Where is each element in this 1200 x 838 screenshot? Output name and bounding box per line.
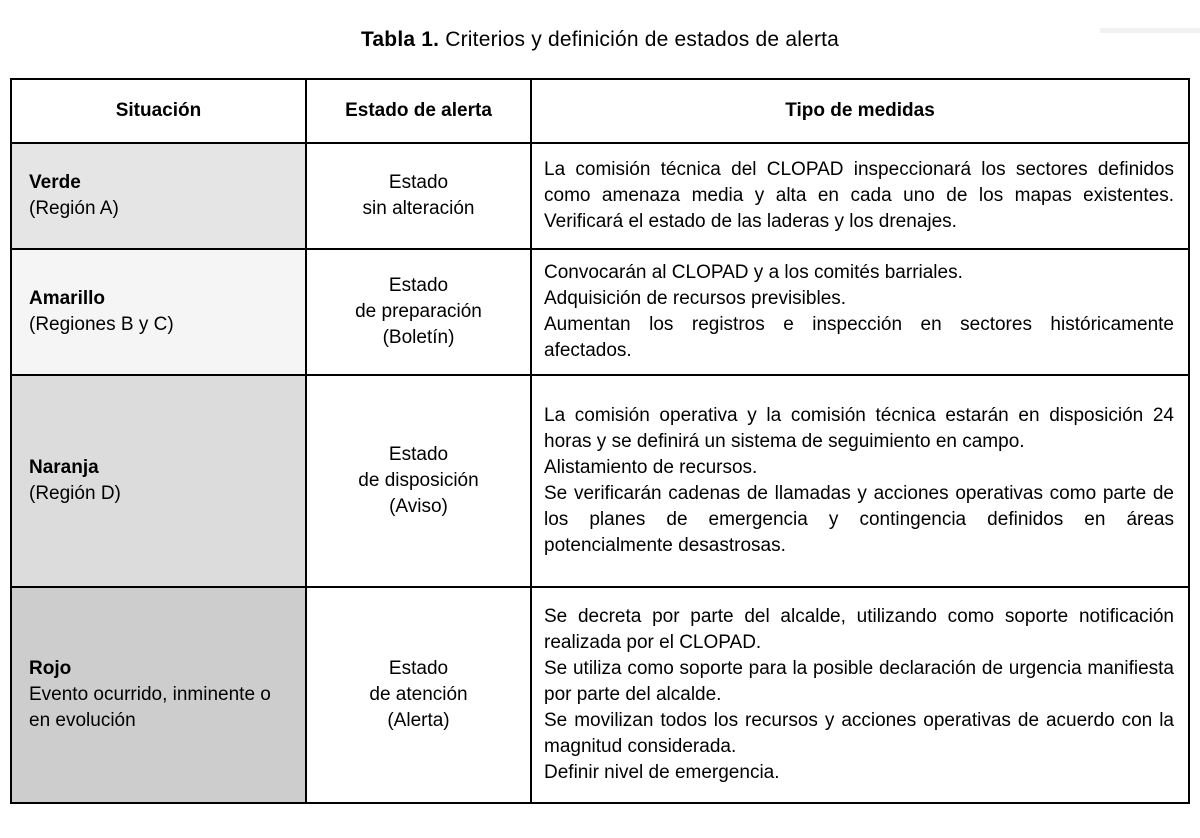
measure-item: Alistamiento de recursos.: [544, 457, 758, 478]
measure-item: Se movilizan todos los recursos y acciones operativas de acuerdo con la magnitud considerada.: [544, 710, 1174, 757]
measure-item: Aumentan los registros e inspección en sectores históricamente afectados.: [544, 314, 1174, 361]
state-cell-amarillo: [306, 249, 531, 375]
table-caption-label: Tabla 1.: [360, 28, 440, 51]
table-caption: [0, 28, 1200, 52]
state-line: (Alerta): [387, 710, 450, 731]
page-edge-artifact: [1100, 28, 1200, 33]
measure-item: Convocarán al CLOPAD y a los comités barriales.: [544, 262, 963, 283]
table-caption-text: Criterios y definición de estados de alerta: [439, 28, 840, 51]
state-line: de preparación: [355, 301, 482, 322]
measure-item: Se verificarán cadenas de llamadas y acciones operativas como parte de los planes de emergencia y contingencia definidos en áreas potencialmente desastrosas.: [544, 483, 1174, 556]
state-line: de disposición: [358, 470, 479, 491]
measure-item: La comisión técnica del CLOPAD inspeccionará los sectores definidos como amenaza media y alta en cada uno de los mapas existentes. Verificará el estado de las laderas y los drenajes.: [544, 159, 1174, 232]
state-line: (Aviso): [389, 496, 448, 517]
state-line: Estado: [388, 172, 449, 193]
situation-name: Rojo: [29, 658, 72, 679]
measure-item: La comisión operativa y la comisión técnica estarán en disposición 24 horas y se definirá un sistema de seguimiento en campo.: [544, 405, 1174, 452]
table-row-verde: [11, 143, 1189, 249]
measure-item: Se utiliza como soporte para la posible declaración de urgencia manifiesta por parte del alcalde.: [544, 658, 1174, 705]
header-tipo-de-medidas: Tipo de medidas: [531, 79, 1189, 143]
measure-item: Adquisición de recursos previsibles.: [544, 288, 847, 309]
situation-cell-verde: [11, 143, 306, 249]
situation-name: Amarillo: [29, 288, 106, 309]
state-line: sin alteración: [362, 198, 475, 219]
state-cell-naranja: [306, 375, 531, 587]
table-row-amarillo: [11, 249, 1189, 375]
situation-cell-rojo: [11, 587, 306, 803]
measure-item: Definir nivel de emergencia.: [544, 762, 780, 783]
measures-cell-verde: [531, 143, 1189, 249]
situation-detail: Evento ocurrido, inminente o en evolución: [29, 684, 271, 731]
state-line: Estado: [388, 444, 449, 465]
situation-detail: (Región D): [29, 483, 121, 504]
state-cell-rojo: [306, 587, 531, 803]
measures-cell-naranja: [531, 375, 1189, 587]
alert-states-table: [10, 78, 1190, 804]
state-cell-verde: [306, 143, 531, 249]
situation-detail: (Regiones B y C): [29, 314, 174, 335]
situation-detail: (Región A): [29, 198, 119, 219]
table-row-naranja: [11, 375, 1189, 587]
state-line: Estado: [388, 658, 449, 679]
state-line: de atención: [369, 684, 468, 705]
table-row-rojo: [11, 587, 1189, 803]
measures-cell-rojo: [531, 587, 1189, 803]
measures-cell-amarillo: [531, 249, 1189, 375]
header-estado-de-alerta: Estado de alerta: [306, 79, 531, 143]
header-situacion: Situación: [11, 79, 306, 143]
situation-name: Naranja: [29, 457, 99, 478]
situation-cell-amarillo: [11, 249, 306, 375]
situation-cell-naranja: [11, 375, 306, 587]
situation-name: Verde: [29, 172, 81, 193]
state-line: Estado: [388, 275, 449, 296]
state-line: (Boletín): [382, 327, 455, 348]
measure-item: Se decreta por parte del alcalde, utilizando como soporte notificación realizada por el CLOPAD.: [544, 606, 1174, 653]
table-header-row: [11, 79, 1189, 143]
